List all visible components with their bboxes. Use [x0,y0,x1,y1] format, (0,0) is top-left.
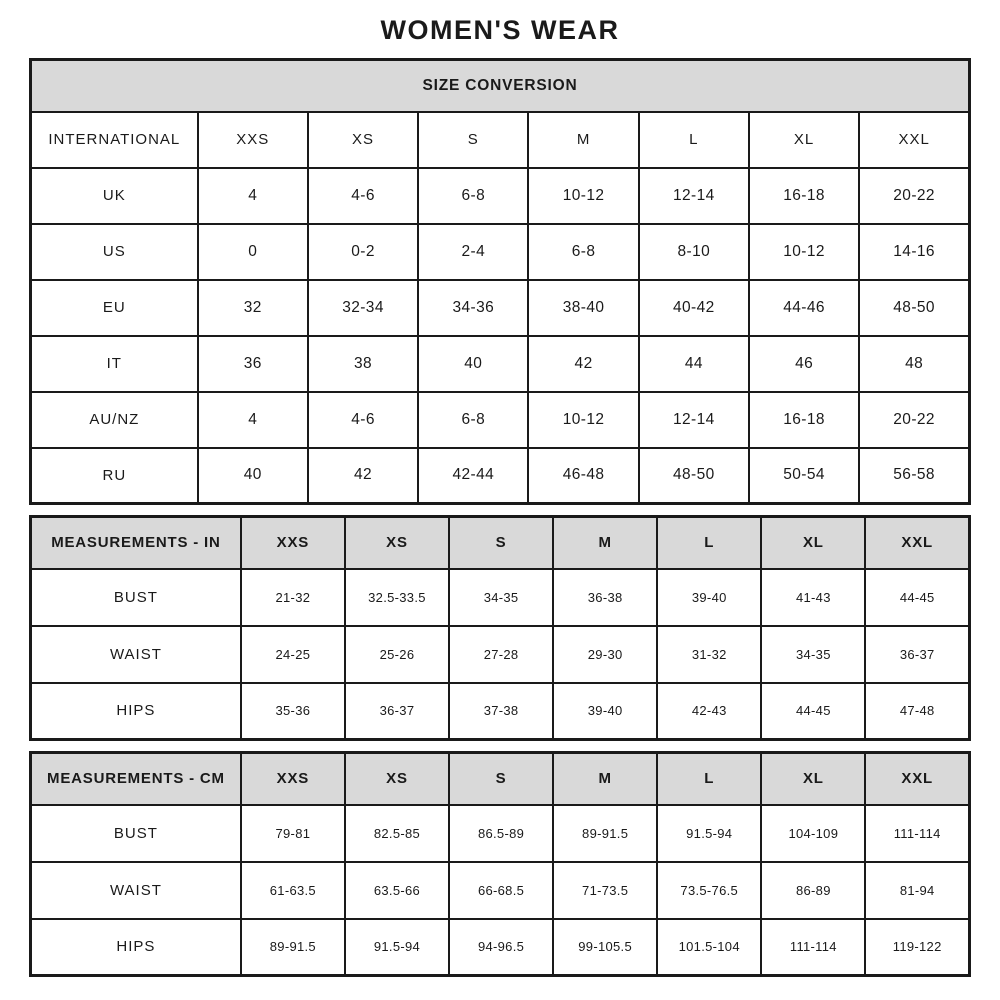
measure-cell: 41-43 [761,569,865,626]
size-cell: 16-18 [749,392,859,448]
measurements-in-table [29,515,971,741]
size-cell: 32 [198,280,308,336]
row-label: WAIST [31,626,241,683]
table-row-bust-cm [31,805,970,862]
measure-cell: 101.5-104 [657,919,761,976]
measure-cell: 44-45 [761,683,865,740]
column-header: L [657,753,761,805]
size-cell: 4 [198,392,308,448]
size-cell: 6-8 [418,392,528,448]
row-label: IT [31,336,198,392]
table-row-us [31,224,970,280]
size-cell: 46-48 [528,448,638,504]
measurements-cm-table [29,751,971,977]
size-cell: 12-14 [639,168,749,224]
size-cell: 56-58 [859,448,969,504]
column-header: XXL [865,517,969,569]
column-header: INTERNATIONAL [31,112,198,168]
column-header: XXL [865,753,969,805]
measurements-in-title: MEASUREMENTS - IN [31,517,241,569]
measurements-cm-header-row [31,753,970,805]
size-cell: 2-4 [418,224,528,280]
measure-cell: 25-26 [345,626,449,683]
measure-cell: 37-38 [449,683,553,740]
row-label: US [31,224,198,280]
measure-cell: 86-89 [761,862,865,919]
measure-cell: 61-63.5 [241,862,345,919]
measure-cell: 32.5-33.5 [345,569,449,626]
table-row-uk [31,168,970,224]
size-cell: 10-12 [749,224,859,280]
measure-cell: 81-94 [865,862,969,919]
size-conversion-banner-row [31,60,970,112]
size-cell: 12-14 [639,392,749,448]
column-header: M [553,753,657,805]
table-row-eu [31,280,970,336]
size-cell: 6-8 [418,168,528,224]
size-cell: 6-8 [528,224,638,280]
size-cell: 42 [528,336,638,392]
column-header: XL [749,112,859,168]
measure-cell: 24-25 [241,626,345,683]
measure-cell: 44-45 [865,569,969,626]
measure-cell: 36-38 [553,569,657,626]
measure-cell: 94-96.5 [449,919,553,976]
table-row-it [31,336,970,392]
row-label: RU [31,448,198,504]
size-conversion-title: SIZE CONVERSION [31,60,970,112]
row-label: HIPS [31,683,241,740]
size-cell: 40-42 [639,280,749,336]
table-row-bust-in [31,569,970,626]
table-row-waist-cm [31,862,970,919]
table-row-waist-in [31,626,970,683]
measure-cell: 66-68.5 [449,862,553,919]
size-cell: 40 [198,448,308,504]
size-cell: 4-6 [308,392,418,448]
size-cell: 4-6 [308,168,418,224]
size-cell: 50-54 [749,448,859,504]
measure-cell: 89-91.5 [553,805,657,862]
size-cell: 0-2 [308,224,418,280]
table-row-hips-in [31,683,970,740]
size-cell: 38 [308,336,418,392]
size-cell: 10-12 [528,392,638,448]
row-label: HIPS [31,919,241,976]
measure-cell: 119-122 [865,919,969,976]
size-cell: 20-22 [859,168,969,224]
measurements-in-header-row [31,517,970,569]
column-header: XL [761,517,865,569]
measure-cell: 47-48 [865,683,969,740]
column-header: XXS [241,517,345,569]
size-cell: 42-44 [418,448,528,504]
size-cell: 48-50 [859,280,969,336]
column-header: XXS [198,112,308,168]
measure-cell: 31-32 [657,626,761,683]
size-cell: 40 [418,336,528,392]
table-row-hips-cm [31,919,970,976]
measure-cell: 99-105.5 [553,919,657,976]
size-cell: 36 [198,336,308,392]
row-label: AU/NZ [31,392,198,448]
column-header: M [528,112,638,168]
size-cell: 48-50 [639,448,749,504]
column-header: XS [308,112,418,168]
size-cell: 42 [308,448,418,504]
size-conversion-table [29,58,971,505]
measure-cell: 21-32 [241,569,345,626]
column-header: XXL [859,112,969,168]
measure-cell: 111-114 [865,805,969,862]
measure-cell: 63.5-66 [345,862,449,919]
size-cell: 16-18 [749,168,859,224]
row-label: UK [31,168,198,224]
column-header: XL [761,753,865,805]
measure-cell: 36-37 [345,683,449,740]
measure-cell: 104-109 [761,805,865,862]
column-header: XS [345,517,449,569]
size-cell: 44-46 [749,280,859,336]
column-header: S [449,517,553,569]
measure-cell: 91.5-94 [657,805,761,862]
measure-cell: 42-43 [657,683,761,740]
column-header: XXS [241,753,345,805]
measure-cell: 82.5-85 [345,805,449,862]
row-label: BUST [31,805,241,862]
row-label: BUST [31,569,241,626]
size-cell: 14-16 [859,224,969,280]
measure-cell: 86.5-89 [449,805,553,862]
size-columns-row [31,112,970,168]
measure-cell: 79-81 [241,805,345,862]
measure-cell: 73.5-76.5 [657,862,761,919]
size-cell: 48 [859,336,969,392]
measure-cell: 29-30 [553,626,657,683]
measure-cell: 34-35 [761,626,865,683]
column-header: L [657,517,761,569]
page-title: WOMEN'S WEAR [380,15,620,45]
size-cell: 0 [198,224,308,280]
measure-cell: 89-91.5 [241,919,345,976]
table-row-ru [31,448,970,504]
measure-cell: 39-40 [657,569,761,626]
size-cell: 32-34 [308,280,418,336]
size-cell: 4 [198,168,308,224]
column-header: M [553,517,657,569]
measure-cell: 36-37 [865,626,969,683]
size-cell: 38-40 [528,280,638,336]
size-cell: 46 [749,336,859,392]
row-label: WAIST [31,862,241,919]
measure-cell: 27-28 [449,626,553,683]
size-cell: 8-10 [639,224,749,280]
size-cell: 20-22 [859,392,969,448]
measure-cell: 91.5-94 [345,919,449,976]
size-cell: 10-12 [528,168,638,224]
column-header: L [639,112,749,168]
size-cell: 34-36 [418,280,528,336]
size-cell: 44 [639,336,749,392]
measure-cell: 71-73.5 [553,862,657,919]
measurements-cm-title: MEASUREMENTS - CM [31,753,241,805]
column-header: XS [345,753,449,805]
table-row-aunz [31,392,970,448]
measure-cell: 39-40 [553,683,657,740]
measure-cell: 35-36 [241,683,345,740]
row-label: EU [31,280,198,336]
column-header: S [449,753,553,805]
measure-cell: 111-114 [761,919,865,976]
column-header: S [418,112,528,168]
measure-cell: 34-35 [449,569,553,626]
